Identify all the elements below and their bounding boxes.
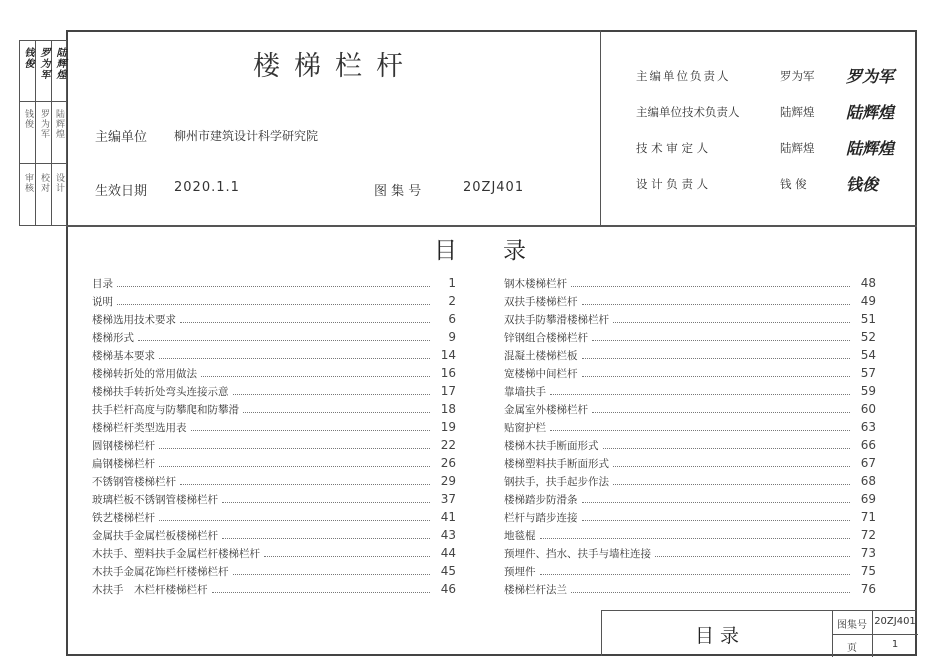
- list-item[interactable]: [92, 454, 456, 472]
- list-item[interactable]: [504, 580, 876, 598]
- atlas-title: 楼梯栏杆: [253, 51, 417, 82]
- leader-dots: [550, 430, 850, 431]
- leader-dots: [159, 448, 430, 449]
- list-item[interactable]: [504, 292, 876, 310]
- side-strip: [19, 40, 67, 226]
- toc-page: 66: [860, 438, 876, 452]
- toc-page: 75: [860, 564, 876, 578]
- toc-page: 26: [440, 456, 456, 470]
- toc-page: 73: [860, 546, 876, 560]
- strip-name: 钱俊: [23, 109, 33, 129]
- signature-row: [636, 102, 906, 124]
- leader-dots: [582, 376, 851, 377]
- toc-title: 双扶手防攀滑楼梯栏杆: [504, 313, 609, 326]
- header-vertical-divider: [600, 30, 601, 226]
- toc-title: 贴窗护栏: [504, 421, 546, 434]
- leader-dots: [613, 466, 850, 467]
- leader-dots: [582, 520, 851, 521]
- list-item[interactable]: [92, 328, 456, 346]
- toc-title: 钢木楼梯栏杆: [504, 277, 567, 290]
- leader-dots: [222, 538, 430, 539]
- leader-dots: [571, 286, 850, 287]
- toc-title: 楼梯塑料扶手断面形式: [504, 457, 609, 470]
- toc-page: 59: [860, 384, 876, 398]
- contents-heading: 目 录: [434, 238, 526, 264]
- leader-dots: [571, 592, 850, 593]
- list-item[interactable]: [92, 472, 456, 490]
- header-divider: [66, 225, 917, 227]
- leader-dots: [613, 484, 850, 485]
- person-name: 陆辉煌: [780, 105, 815, 119]
- strip-signature: 罗为军: [38, 47, 49, 80]
- person-name: 钱 俊: [780, 177, 807, 191]
- toc-title: 圆钢楼梯栏杆: [92, 439, 155, 452]
- date-value: 2020.1.1: [174, 180, 240, 195]
- strip-role: 校对: [39, 173, 49, 193]
- leader-dots: [180, 322, 430, 323]
- toc-page: 60: [860, 402, 876, 416]
- handwritten-signature: 罗为军: [846, 67, 895, 86]
- leader-dots: [191, 430, 431, 431]
- atlas-number-label: 图集号: [837, 620, 867, 631]
- atlas-number-label: 图 集 号: [374, 184, 422, 199]
- leader-dots: [592, 340, 850, 341]
- list-item[interactable]: [504, 562, 876, 580]
- toc-title: 说明: [92, 295, 113, 308]
- toc-page: 19: [440, 420, 456, 434]
- list-item[interactable]: [92, 508, 456, 526]
- toc-title: 宽楼梯中间栏杆: [504, 367, 578, 380]
- leader-dots: [159, 358, 430, 359]
- toc-title: 金属扶手金属栏板楼梯栏杆: [92, 529, 218, 542]
- toc-page: 18: [440, 402, 456, 416]
- editor-value: 柳州市建筑设计科学研究院: [174, 129, 319, 143]
- toc-title: 钢扶手，扶手起步作法: [504, 475, 609, 488]
- leader-dots: [613, 322, 850, 323]
- toc-page: 49: [860, 294, 876, 308]
- list-item[interactable]: [92, 382, 456, 400]
- list-item[interactable]: [504, 418, 876, 436]
- list-item[interactable]: [504, 454, 876, 472]
- signature-row: [636, 138, 906, 160]
- handwritten-signature: 陆辉煌: [846, 139, 895, 158]
- toc-page: 9: [448, 330, 456, 344]
- toc-title: 地毯棍: [504, 529, 536, 542]
- toc-right: [504, 274, 876, 598]
- toc-title: 楼梯栏杆类型选用表: [92, 421, 187, 434]
- toc-page: 29: [440, 474, 456, 488]
- person-name: 罗为军: [780, 69, 815, 83]
- toc-page: 54: [860, 348, 876, 362]
- toc-title: 锌钢组合楼梯栏杆: [504, 331, 588, 344]
- list-item[interactable]: [504, 472, 876, 490]
- list-item[interactable]: [92, 292, 456, 310]
- toc-title: 栏杆与踏步连接: [504, 511, 578, 524]
- leader-dots: [201, 376, 430, 377]
- leader-dots: [159, 520, 430, 521]
- page-label: 页: [847, 643, 857, 654]
- toc-page: 68: [860, 474, 876, 488]
- list-item[interactable]: [504, 346, 876, 364]
- leader-dots: [582, 304, 851, 305]
- leader-dots: [117, 286, 430, 287]
- leader-dots: [603, 448, 851, 449]
- list-item[interactable]: [504, 490, 876, 508]
- strip-role: 设计: [54, 173, 64, 193]
- toc-page: 67: [860, 456, 876, 470]
- toc-title: 玻璃栏板不锈钢管楼梯栏杆: [92, 493, 218, 506]
- person-name: 陆辉煌: [780, 141, 815, 155]
- sheet-title: 目 录: [694, 625, 740, 647]
- leader-dots: [243, 412, 430, 413]
- editor-label: 主编单位: [95, 130, 148, 145]
- list-item[interactable]: [504, 328, 876, 346]
- leader-dots: [212, 592, 431, 593]
- role-label: 主编单位负责人: [636, 69, 731, 83]
- toc-page: 48: [860, 276, 876, 290]
- toc-page: 46: [440, 582, 456, 596]
- handwritten-signature: 陆辉煌: [846, 103, 895, 122]
- toc-page: 6: [448, 312, 456, 326]
- toc-page: 1: [448, 276, 456, 290]
- toc-title: 楼梯形式: [92, 331, 134, 344]
- toc-page: 16: [440, 366, 456, 380]
- role-label: 主编单位技术负责人: [636, 105, 740, 119]
- toc-title: 楼梯木扶手断面形式: [504, 439, 599, 452]
- leader-dots: [550, 394, 850, 395]
- toc-title: 铁艺楼梯栏杆: [92, 511, 155, 524]
- list-item[interactable]: [504, 382, 876, 400]
- list-item[interactable]: [92, 436, 456, 454]
- toc-title: 双扶手楼梯栏杆: [504, 295, 578, 308]
- handwritten-signature: 钱俊: [846, 175, 879, 194]
- toc-title: 金属室外楼梯栏杆: [504, 403, 588, 416]
- list-item[interactable]: [504, 436, 876, 454]
- title-block: [601, 610, 917, 656]
- toc-title: 楼梯基本要求: [92, 349, 155, 362]
- role-label: 技 术 审 定 人: [636, 141, 709, 155]
- list-item[interactable]: [92, 346, 456, 364]
- toc-title: 楼梯扶手转折处弯头连接示意: [92, 385, 229, 398]
- list-item[interactable]: [92, 310, 456, 328]
- toc-page: 76: [860, 582, 876, 596]
- toc-title: 木扶手、塑料扶手金属栏杆楼梯栏杆: [92, 547, 260, 560]
- strip-signature: 钱俊: [22, 47, 33, 69]
- toc-title: 目录: [92, 277, 113, 290]
- toc-left: [92, 274, 456, 598]
- toc-title: 预埋件: [504, 565, 536, 578]
- toc-title: 楼梯踏步防滑条: [504, 493, 578, 506]
- leader-dots: [233, 394, 431, 395]
- role-label: 设 计 负 责 人: [636, 177, 709, 191]
- leader-dots: [222, 502, 430, 503]
- toc-page: 17: [440, 384, 456, 398]
- list-item[interactable]: [92, 418, 456, 436]
- toc-page: 14: [440, 348, 456, 362]
- leader-dots: [540, 574, 851, 575]
- toc-page: 37: [440, 492, 456, 506]
- toc-page: 2: [448, 294, 456, 308]
- signature-row: [636, 174, 906, 196]
- toc-title: 木扶手 木栏杆楼梯栏杆: [92, 583, 208, 596]
- list-item[interactable]: [92, 526, 456, 544]
- strip-signature: 陆辉煌: [54, 47, 65, 80]
- leader-dots: [582, 358, 851, 359]
- list-item[interactable]: [92, 562, 456, 580]
- strip-name: 罗为军: [39, 109, 49, 139]
- toc-page: 45: [440, 564, 456, 578]
- toc-page: 52: [860, 330, 876, 344]
- list-item[interactable]: [504, 526, 876, 544]
- leader-dots: [138, 340, 430, 341]
- page-number: 1: [891, 639, 899, 650]
- toc-title: 楼梯栏杆法兰: [504, 583, 567, 596]
- toc-page: 57: [860, 366, 876, 380]
- leader-dots: [159, 466, 430, 467]
- leader-dots: [233, 574, 431, 575]
- toc-page: 41: [440, 510, 456, 524]
- toc-title: 扶手栏杆高度与防攀爬和防攀滑: [92, 403, 239, 416]
- date-label: 生效日期: [95, 184, 148, 199]
- leader-dots: [582, 502, 851, 503]
- list-item[interactable]: [92, 364, 456, 382]
- leader-dots: [540, 538, 851, 539]
- list-item[interactable]: [504, 544, 876, 562]
- list-item[interactable]: [504, 274, 876, 292]
- toc-page: 69: [860, 492, 876, 506]
- leader-dots: [655, 556, 850, 557]
- strip-name: 陆辉煌: [54, 109, 64, 139]
- toc-title: 混凝土楼梯栏板: [504, 349, 578, 362]
- strip-role: 审核: [23, 173, 33, 193]
- list-item[interactable]: [92, 544, 456, 562]
- list-item[interactable]: [504, 508, 876, 526]
- list-item[interactable]: [504, 310, 876, 328]
- toc-page: 71: [860, 510, 876, 524]
- leader-dots: [264, 556, 430, 557]
- toc-page: 22: [440, 438, 456, 452]
- toc-page: 43: [440, 528, 456, 542]
- toc-page: 44: [440, 546, 456, 560]
- list-item[interactable]: [92, 490, 456, 508]
- list-item[interactable]: [92, 400, 456, 418]
- toc-title: 预埋件、挡水、扶手与墙柱连接: [504, 547, 651, 560]
- list-item[interactable]: [92, 580, 456, 598]
- toc-page: 51: [860, 312, 876, 326]
- signature-row: [636, 66, 906, 88]
- leader-dots: [180, 484, 430, 485]
- toc-title: 楼梯选用技术要求: [92, 313, 176, 326]
- toc-title: 楼梯转折处的常用做法: [92, 367, 197, 380]
- toc-title: 木扶手金属花饰栏杆楼梯栏杆: [92, 565, 229, 578]
- toc-page: 72: [860, 528, 876, 542]
- atlas-number-value: 20ZJ401: [874, 616, 916, 627]
- toc-title: 靠墙扶手: [504, 385, 546, 398]
- leader-dots: [592, 412, 850, 413]
- list-item[interactable]: [504, 400, 876, 418]
- toc-title: 扁钢楼梯栏杆: [92, 457, 155, 470]
- atlas-number-value: 20ZJ401: [463, 180, 525, 195]
- leader-dots: [117, 304, 430, 305]
- toc-page: 63: [860, 420, 876, 434]
- list-item[interactable]: [92, 274, 456, 292]
- list-item[interactable]: [504, 364, 876, 382]
- toc-title: 不锈钢管楼梯栏杆: [92, 475, 176, 488]
